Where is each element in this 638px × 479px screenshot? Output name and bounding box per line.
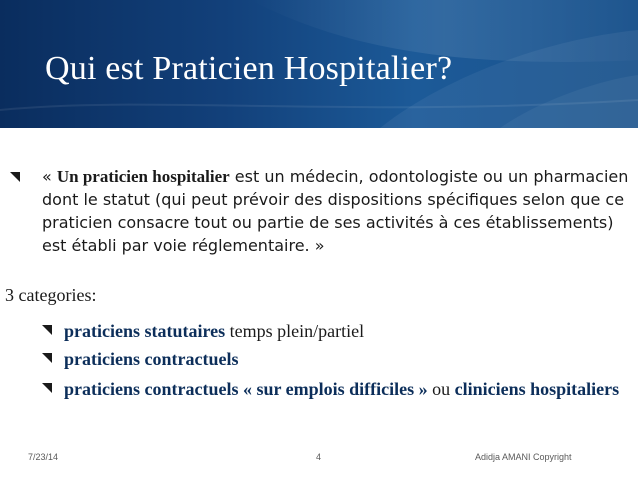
categories-heading: 3 categories: (5, 285, 97, 305)
footer-copyright: Adidja AMANI Copyright (475, 452, 572, 462)
bullet-icon (42, 383, 52, 393)
footer-date: 7/23/14 (28, 452, 59, 462)
footer-page-number: 4 (316, 452, 322, 462)
title-question-mark: ? (437, 50, 453, 87)
definition-paragraph: « Un praticien hospitalier est un médecin, odontologiste ou un pharmacien dont le statut (qui peut prévoir des dispositions spécifiques selon que ce praticien consacre tout ou partie de ses activités à ces établissements) est établi par voie réglementaire. » (42, 167, 629, 255)
bullet-icon (10, 172, 20, 182)
category-item-statutaires: praticiens statutaires temps plein/partiel (64, 321, 365, 341)
category-item-contractuels: praticiens contractuels (64, 349, 239, 369)
category-item-emplois-difficiles: praticiens contractuels « sur emplois difficiles » ou cliniciens hospitaliers (64, 379, 620, 399)
definition-term: Un praticien hospitalier (56, 167, 230, 186)
page-title: Qui est Praticien Hospitalier? (45, 50, 453, 87)
title-banner (0, 0, 638, 128)
bullet-icon (42, 353, 52, 363)
bullet-icon (42, 325, 52, 335)
